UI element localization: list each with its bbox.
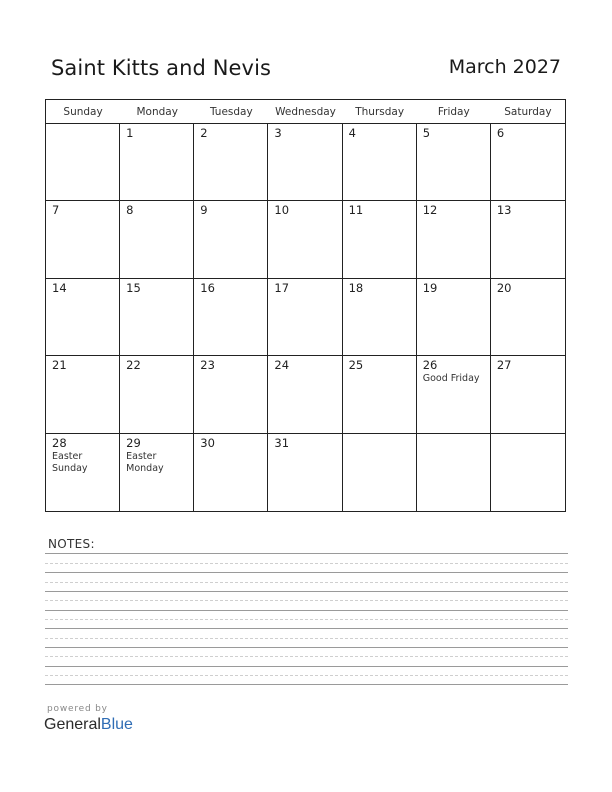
notes-line [45, 656, 568, 657]
day-cell [491, 356, 565, 433]
notes-line [45, 666, 568, 667]
day-number: 16 [200, 280, 215, 295]
calendar-month: March 2027 [448, 56, 561, 78]
day-cell [268, 434, 342, 511]
day-number: 11 [348, 203, 364, 218]
day-cell [46, 434, 120, 511]
day-cell [491, 434, 565, 511]
weekday-header: Sunday [46, 100, 120, 124]
holiday-label: Easter Sunday [52, 450, 88, 474]
notes-label: NOTES: [48, 537, 95, 551]
day-cell [194, 124, 268, 201]
day-number: 7 [52, 203, 60, 218]
day-number: 13 [496, 203, 512, 218]
notes-line [45, 638, 568, 639]
day-number: 17 [274, 280, 290, 295]
day-cell [491, 201, 565, 278]
day-number: 23 [200, 358, 215, 373]
notes-line [45, 647, 568, 648]
notes-line [45, 591, 568, 592]
calendar-grid [45, 99, 566, 512]
day-number: 22 [126, 358, 141, 373]
day-cell [343, 124, 417, 201]
day-cell [194, 279, 268, 356]
brand-general: General [44, 716, 101, 733]
day-number: 10 [274, 203, 290, 218]
day-number: 6 [496, 126, 505, 140]
day-number: 15 [126, 280, 141, 295]
day-number: 9 [200, 203, 208, 218]
day-number: 8 [126, 203, 134, 218]
notes-line [45, 619, 568, 620]
day-cell [491, 279, 565, 356]
notes-line [45, 675, 568, 676]
weekday-header: Wednesday [268, 100, 342, 124]
day-number: 29 [126, 435, 141, 450]
day-cell [120, 434, 194, 511]
notes-line [45, 628, 568, 629]
day-cell [194, 356, 268, 433]
day-cell [46, 124, 120, 201]
day-cell [343, 356, 417, 433]
day-number: 2 [200, 126, 208, 140]
weekday-header: Monday [120, 100, 194, 124]
day-cell [120, 124, 194, 201]
notes-line [45, 582, 568, 583]
day-cell [491, 124, 565, 201]
holiday-label: Easter Monday [126, 450, 164, 474]
day-cell [120, 356, 194, 433]
brand-blue: Blue [100, 716, 133, 733]
notes-line [45, 553, 568, 554]
day-number: 27 [496, 358, 512, 373]
calendar-title: Saint Kitts and Nevis [51, 56, 272, 80]
day-cell [343, 201, 417, 278]
day-cell [46, 201, 120, 278]
day-number: 28 [52, 435, 67, 450]
day-cell [417, 279, 491, 356]
day-number: 26 [422, 358, 438, 373]
day-number: 12 [422, 203, 438, 218]
notes-line [45, 600, 568, 601]
day-cell [194, 201, 268, 278]
day-cell [46, 279, 120, 356]
day-cell [417, 356, 491, 433]
day-cell [343, 279, 417, 356]
day-cell [417, 434, 491, 511]
weekday-header: Friday [417, 100, 491, 124]
day-cell [417, 124, 491, 201]
weekday-header: Saturday [491, 100, 565, 124]
day-number: 25 [348, 358, 364, 373]
notes-line [45, 610, 568, 611]
day-cell [343, 434, 417, 511]
day-number: 14 [52, 280, 67, 295]
day-cell [268, 279, 342, 356]
day-number: 30 [200, 435, 215, 450]
day-number: 24 [274, 358, 290, 373]
day-number: 5 [422, 126, 431, 140]
day-number: 19 [422, 280, 438, 295]
day-cell [268, 356, 342, 433]
day-cell [268, 124, 342, 201]
day-number: 21 [52, 358, 67, 373]
day-cell [120, 279, 194, 356]
day-cell [194, 434, 268, 511]
day-cell [120, 201, 194, 278]
day-number: 4 [348, 126, 356, 140]
day-number: 18 [348, 280, 364, 295]
weekday-header: Thursday [343, 100, 417, 124]
day-cell [268, 201, 342, 278]
day-cell [417, 201, 491, 278]
day-cell [46, 356, 120, 433]
holiday-label: Good Friday [422, 373, 480, 385]
day-number: 1 [126, 126, 134, 140]
day-number: 20 [496, 280, 512, 295]
notes-line [45, 563, 568, 564]
notes-line [45, 572, 568, 573]
day-number: 31 [274, 435, 290, 450]
powered-by-text: powered by [47, 704, 108, 714]
day-number: 3 [274, 126, 282, 140]
notes-line [45, 684, 568, 685]
weekday-header: Tuesday [194, 100, 268, 124]
generalblue-logo[interactable] [44, 716, 133, 734]
